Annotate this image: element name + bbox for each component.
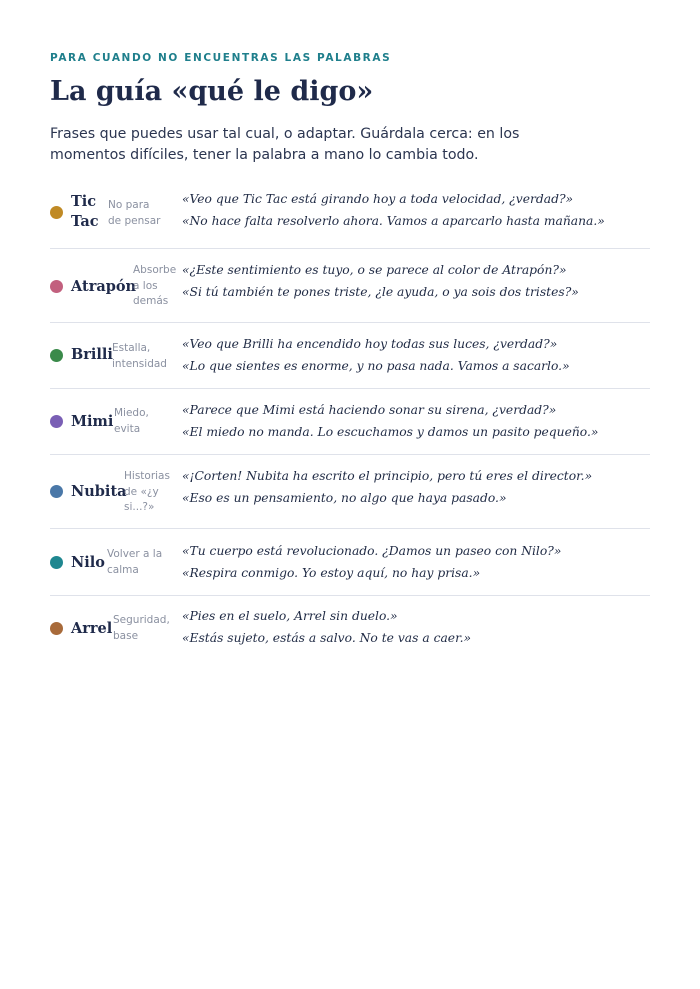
phrase: «Si tú también te pones triste, ¿le ayuda, o ya sois dos tristes?»: [182, 285, 579, 299]
phrase: «¿Este sentimiento es tuyo, o se parece al color de Atrapón?»: [182, 263, 567, 277]
phrase: «Parece que Mimi está haciendo sonar su sirena, ¿verdad?»: [182, 403, 557, 417]
page-title: La guía «qué le digo»: [50, 76, 374, 107]
phrase: «Lo que sientes es enorme, y no pasa nada. Vamos a sacarlo.»: [182, 359, 570, 373]
phrase: «Eso es un pensamiento, no algo que haya pasado.»: [182, 491, 507, 505]
phrase-list: [182, 605, 652, 649]
phrase-list: [182, 540, 652, 584]
character-subtitle: Volver a la calma: [107, 548, 163, 576]
phrase: «Respira conmigo. Yo estoy aquí, no hay prisa.»: [182, 566, 481, 580]
character-row-brilli: [50, 323, 650, 389]
character-row-tic-tac: [50, 182, 650, 249]
phrase-list: [182, 465, 652, 509]
eyebrow-label: PARA CUANDO NO ENCUENTRAS LAS PALABRAS: [50, 52, 392, 64]
phrase: «Tu cuerpo está revolucionado. ¿Damos un paseo con Nilo?»: [182, 544, 562, 558]
phrase-list: [182, 188, 652, 232]
phrase: «Pies en el suelo, Arrel sin duelo.»: [182, 609, 398, 623]
color-dot-icon: [50, 349, 63, 362]
character-row-mimi: [50, 389, 650, 455]
character-subtitle: Absorbe a los demás: [133, 264, 177, 307]
phrase: «¡Corten! Nubita ha escrito el principio, pero tú eres el director.»: [182, 469, 593, 483]
character-name: Nubita: [71, 483, 127, 500]
phrase-list: [182, 259, 652, 303]
character-name: Brilli: [71, 346, 113, 363]
character-row-atrapon: [50, 249, 650, 323]
character-name: Mimi: [71, 413, 114, 430]
character-subtitle: Miedo, evita: [114, 407, 149, 435]
phrase-guide-list: [50, 182, 650, 660]
phrase: «Estás sujeto, estás a salvo. No te vas a caer.»: [182, 631, 472, 645]
character-name: Arrel: [71, 620, 113, 637]
character-name: Atrapón: [71, 278, 137, 295]
phrase: «Veo que Brilli ha encendido hoy todas sus luces, ¿verdad?»: [182, 337, 558, 351]
character-subtitle: Historias de «¿y si...?»: [124, 470, 170, 513]
phrase-list: [182, 399, 652, 443]
character-row-arrel: [50, 596, 650, 660]
character-subtitle: Estalla, intensidad: [112, 342, 167, 370]
color-dot-icon: [50, 206, 63, 219]
phrase: «No hace falta resolverlo ahora. Vamos a aparcarlo hasta mañana.»: [182, 214, 605, 228]
intro-paragraph: Frases que puedes usar tal cual, o adaptar. Guárdala cerca: en los momentos difíciles, tener la palabra a mano lo cambia todo.: [50, 126, 520, 163]
color-dot-icon: [50, 280, 63, 293]
character-name: Nilo: [71, 554, 105, 571]
character-name: Tic Tac: [71, 193, 99, 230]
character-subtitle: Seguridad, base: [113, 614, 170, 642]
phrase-list: [182, 333, 652, 377]
character-row-nubita: [50, 455, 650, 529]
phrase: «El miedo no manda. Lo escuchamos y damos un pasito pequeño.»: [182, 425, 599, 439]
color-dot-icon: [50, 415, 63, 428]
color-dot-icon: [50, 556, 63, 569]
color-dot-icon: [50, 485, 63, 498]
character-row-nilo: [50, 529, 650, 596]
character-subtitle: No para de pensar: [108, 199, 161, 227]
color-dot-icon: [50, 622, 63, 635]
phrase: «Veo que Tic Tac está girando hoy a toda velocidad, ¿verdad?»: [182, 192, 574, 206]
